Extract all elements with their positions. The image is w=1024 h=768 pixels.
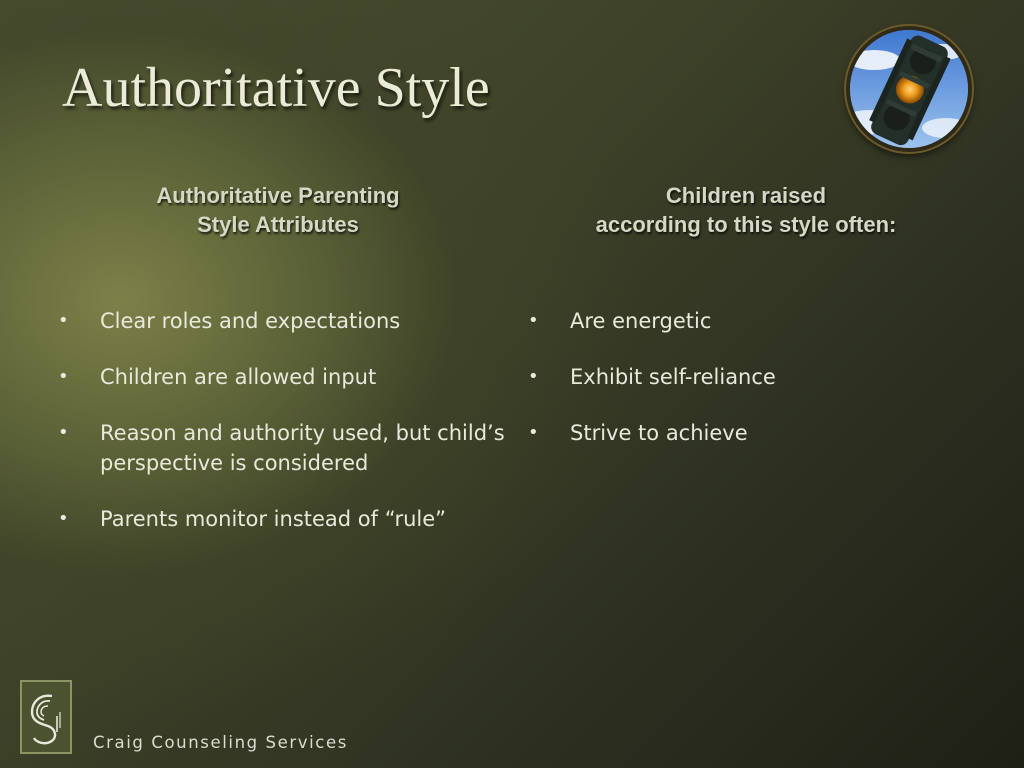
company-logo-icon (20, 680, 72, 754)
slide-title: Authoritative Style (62, 57, 490, 119)
left-heading-line2: Style Attributes (197, 212, 359, 237)
traffic-light-icon (846, 26, 972, 152)
bullet-icon: • (528, 310, 539, 331)
bullet-text: Children are allowed input (100, 365, 377, 389)
bullet-text: Reason and authority used, but child’s perspective is considered (100, 421, 505, 475)
list-item (528, 306, 968, 336)
bullet-icon: • (58, 508, 69, 529)
right-bullet-list (528, 306, 968, 474)
bullet-text: Clear roles and expectations (100, 309, 401, 333)
list-item (58, 504, 508, 534)
bullet-text: Exhibit self-reliance (570, 365, 776, 389)
bullet-text: Are energetic (570, 309, 712, 333)
left-column-heading (110, 181, 446, 239)
right-heading-line1: Children raised (665, 183, 827, 208)
list-item (58, 306, 508, 336)
list-item (528, 418, 968, 448)
left-bullet-list (58, 306, 508, 560)
bullet-icon: • (528, 366, 539, 387)
bullet-icon: • (58, 310, 69, 331)
list-item (528, 362, 968, 392)
list-item (58, 362, 508, 392)
bullet-text: Parents monitor instead of “rule” (100, 507, 447, 531)
list-item (58, 418, 508, 478)
company-name: Craig Counseling Services (93, 733, 348, 752)
right-heading-line2: according to this style often: (595, 212, 897, 237)
right-column-heading (546, 181, 946, 239)
bullet-icon: • (528, 422, 539, 443)
left-heading-line1: Authoritative Parenting (156, 183, 400, 208)
bullet-icon: • (58, 366, 69, 387)
bullet-text: Strive to achieve (570, 421, 748, 445)
bullet-icon: • (58, 422, 69, 443)
